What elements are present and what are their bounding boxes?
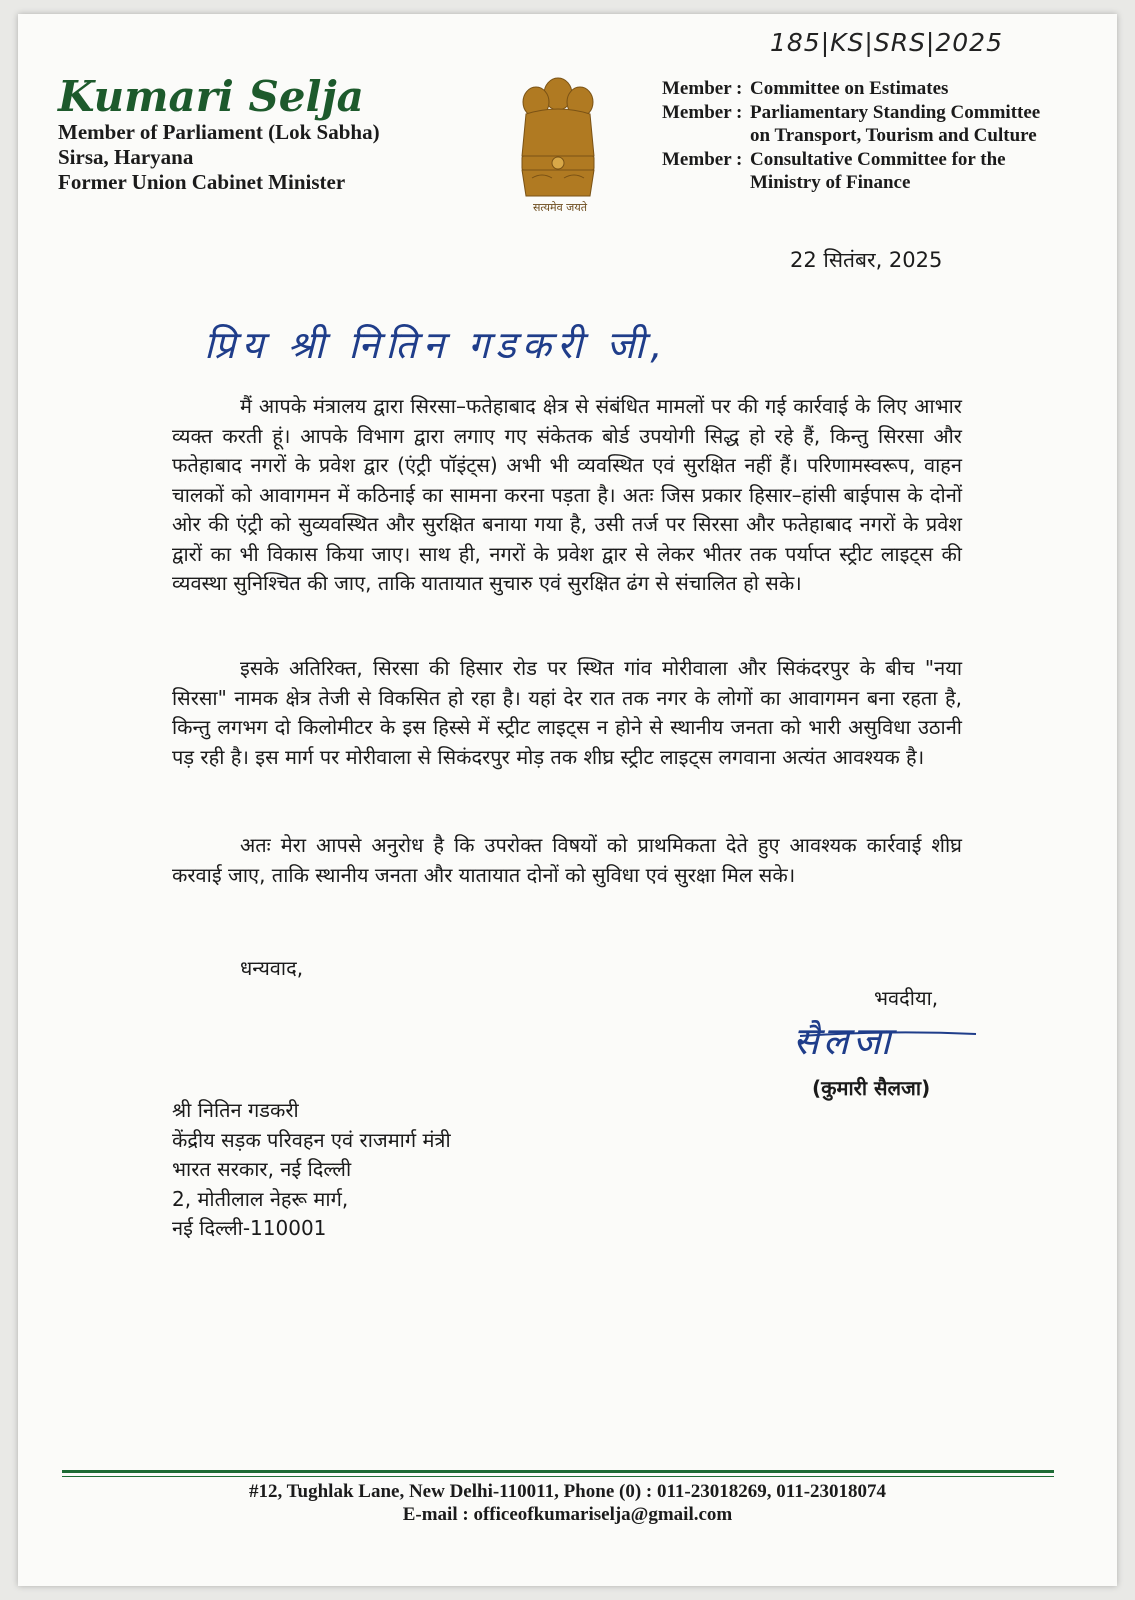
recipient-line: श्री नितिन गडकरी [172, 1098, 299, 1122]
handwritten-signature: सैलजा [793, 1019, 895, 1063]
thanks-line: धन्यवाद, [240, 956, 304, 980]
footer-email: E-mail : officeofkumariselja@gmail.com [402, 1504, 733, 1525]
body-paragraph-2: इसके अतिरिक्त, सिरसा की हिसार रोड पर स्थित गांव मोरीवाला और सिकंदरपुर के बीच "नया सिरसा" नामक क्षेत्र तेजी से विकसित हो रहा है। यहां देर रात तक नगर के लोगों का आवागमन बना रहता है, किन्तु लगभग दो किलोमीटर के इस हिस्से में स्ट्रीट लाइट्स न होने से स्थानीय जनता को भारी असुविधा उठानी पड़ रही है। इस मार्ग पर मोरीवाला से सिकंदरपुर मोड़ तक शीघ्र स्ट्रीट लाइट्स लगवाना अत्यंत आवश्यक है। [172, 656, 962, 769]
body-paragraph-3: अतः मेरा आपसे अनुरोध है कि उपरोक्त विषयों को प्राथमिकता देते हुए आवश्यक कार्रवाई शीघ्र करवाई जाए, ताकि स्थानीय जनता और यातायात दोनों को सुविधा एवं सुरक्षा मिल सके। [172, 833, 962, 887]
emblem-motto: सत्यमेव जयते [532, 201, 587, 214]
body-paragraph-1: मैं आपके मंत्रालय द्वारा सिरसा–फतेहाबाद क्षेत्र से संबंधित मामलों पर की गई कार्रवाई के लिए आभार व्यक्त करती हूं। आपके विभाग द्वारा लगाए गए संकेतक बोर्ड उपयोगी सिद्ध हो रहे हैं, किन्तु सिरसा और फतेहाबाद नगरों के प्रवेश द्वार (एंट्री पॉइंट्स) अभी भी व्यवस्थित एवं सुरक्षित नहीं हैं। परिणामस्वरूप, वाहन चालकों को आवागमन में कठिनाई का सामना करना पड़ता है। अतः जिस प्रकार हिसार–हांसी बाईपास के दोनों ओर की एंट्री को सुव्यवस्थित और सुरक्षित बनाया गया है, उसी तर्ज पर सिरसा और फतेहाबाद नगरों के प्रवेश द्वारों का भी विकास किया जाए। साथ ही, नगरों के प्रवेश द्वार से लेकर भीतर तक पर्याप्त स्ट्रीट लाइट्स की व्यवस्था सुनिश्चित की जाए, ताकि यातायात सुचारु एवं सुरक्षित ढंग से संचालित हो सके। [172, 394, 962, 595]
recipient-line: केंद्रीय सड़क परिवहन एवं राजमार्ग मंत्री [172, 1127, 451, 1152]
membership-row: on Transport, Tourism and Culture [750, 125, 1037, 146]
reference-number: 185|KS|SRS|2025 [770, 28, 1003, 57]
footer-divider-thin [62, 1476, 1054, 1477]
closing-line: भवदीया, [874, 986, 939, 1010]
signer-name: (कुमारी सैलजा) [812, 1076, 931, 1100]
footer-divider [62, 1470, 1054, 1473]
letterhead-designation [58, 120, 380, 195]
letter-date: 22 सितंबर, 2025 [790, 248, 943, 272]
membership-row: Ministry of Finance [750, 172, 911, 193]
letterhead-name: Kumari Selja [58, 72, 364, 121]
recipient-line: नई दिल्ली-110001 [172, 1216, 327, 1240]
membership-row: Member : Parliamentary Standing Committee [662, 101, 1041, 123]
footer [18, 1480, 1117, 1526]
recipient-address [172, 1096, 451, 1244]
footer-address: #12, Tughlak Lane, New Delhi-110011, Phone (0) : 011-23018269, 011-23018074 [248, 1481, 887, 1502]
committee-memberships [662, 77, 1040, 195]
designation-line: Sirsa, Haryana [58, 145, 194, 169]
membership-row: Member : Consultative Committee for the [662, 148, 1006, 170]
designation-line: Member of Parliament (Lok Sabha) [58, 120, 380, 144]
letter-page [18, 14, 1117, 1586]
membership-row: Member : Committee on Estimates [662, 78, 949, 99]
designation-line: Former Union Cabinet Minister [58, 170, 346, 194]
handwritten-salutation: प्रिय श्री नितिन गडकरी जी, [204, 323, 669, 367]
recipient-line: भारत सरकार, नई दिल्ली [172, 1157, 352, 1181]
recipient-line: 2, मोतीलाल नेहरू मार्ग, [172, 1186, 349, 1211]
